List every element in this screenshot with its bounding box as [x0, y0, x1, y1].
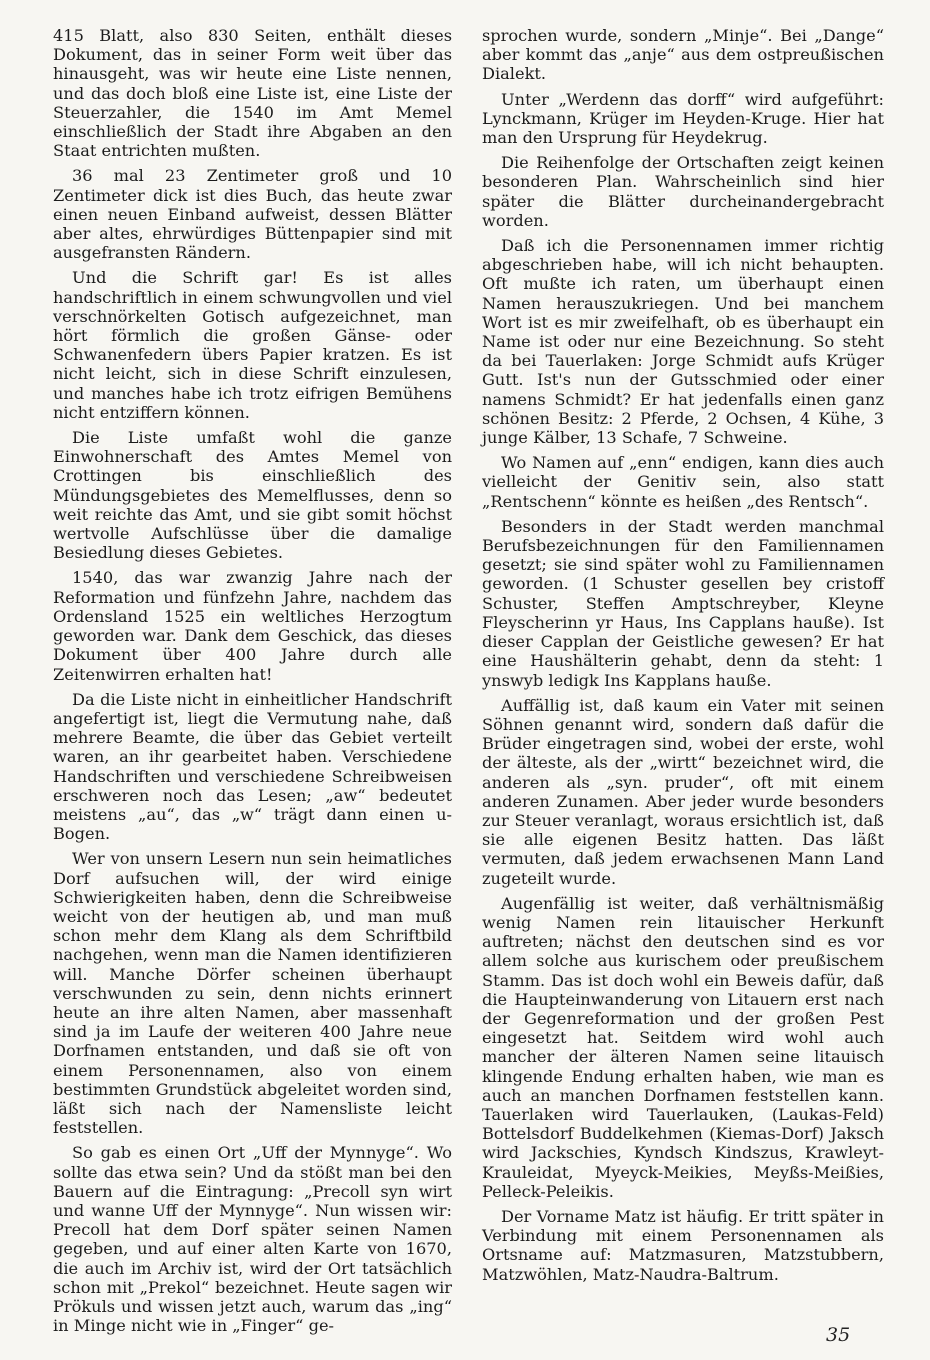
paragraph: Augenfällig ist weiter, daß verhältnismäßig wenig Namen rein litauischer Herkunft auftreten; nächst den deutschen sind es vor allem solche aus kurischem oder preußischem Stamm. Das ist doch wohl ein Beweis dafür, daß die Haupteinwanderung von Litauern erst nach der Gegenreformation und der großen Pest eingesetzt hat. Seitdem wird wohl auch mancher der älteren Namen seine litauisch klingende Endung erhalten haben, wie man es auch an manchen Dorfnamen feststellen kann. Tauerlaken wird Tauerlauken, (Laukas-Feld) Bottelsdorf Buddelkehmen (Kiemas-Dorf) Jaksch wird Jackschies, Kyndsch Kindszus, Krawleyt-Krauleidat, Myeyck-Meikies, Meyßs-Meißies, Pelleck-Peleikis.	[482, 893, 884, 1201]
page-number: 35	[826, 1324, 851, 1346]
paragraph: So gab es einen Ort „Uff der Mynnyge“. Wo sollte das etwa sein? Und da stößt man bei den Bauern auf die Eintragung: „Precoll syn wirt und wanne Uff der Mynnyge“. Nun wissen wir: Precoll hat dem Dorf später seinen Namen gegeben, und auf einer alten Karte von 1670, die auch im Archiv ist, wird der Ort tatsächlich schon mit „Prekol“ bezeichnet. Heute sagen wir Prökuls und wissen jetzt auch, warum das „ing“ in Minge nicht wie in „Finger“ ge-	[53, 1143, 452, 1336]
paragraph: Da die Liste nicht in einheitlicher Handschrift angefertigt ist, liegt die Vermutung nahe, daß mehrere Beamte, die über das Gebiet verteilt waren, an ihr gearbeitet haben. Verschiedene Handschriften und verschiedene Schreibweisen erschweren noch das Lesen; „aw“ bedeutet meistens „au“, das „w“ trägt dann einen u-Bogen.	[53, 689, 452, 844]
paragraph: Der Vorname Matz ist häufig. Er tritt später in Verbindung mit einem Personennamen als Ortsname auf: Matzmasuren, Matzstubbern, Matzwöhlen, Matz-Naudra-Baltrum.	[482, 1206, 884, 1284]
paragraph: 1540, das war zwanzig Jahre nach der Reformation und fünfzehn Jahre, nachdem das Ordensland 1525 ein weltliches Herzogtum geworden war. Dank dem Geschick, das dieses Dokument über 400 Jahre durch alle Zeitenwirren erhalten hat!	[53, 568, 452, 684]
paragraph: Auffällig ist, daß kaum ein Vater mit seinen Söhnen genannt wird, sondern daß dafür die Brüder eingetragen sind, wobei der erste, wohl der älteste, als der „wirtt“ bezeichnet wird, die anderen als „syn. pruder“, oft mit einem anderen Zunamen. Aber jeder wurde besonders zur Steuer veranlagt, woraus ersichtlich ist, daß sie alle eigenen Besitz hatten. Das läßt vermuten, daß jedem erwachsenen Mann Land zugeteilt wurde.	[482, 695, 884, 888]
continued-paragraph: sprochen wurde, sondern „Minje“. Bei „Dange“ aber kommt das „anje“ aus dem ostpreußischen Dialekt.	[482, 26, 884, 84]
paragraph: Daß ich die Personennamen immer richtig abgeschrieben habe, will ich nicht behaupten. Oft mußte ich raten, um überhaupt einen Namen herauszukriegen. Und bei manchem Wort ist es mir zweifelhaft, ob es überhaupt ein Name ist oder nur eine Bezeichnung. So steht da bei Tauerlaken: Jorge Schmidt aufs Krüger Gutt. Ist's nun der Gutsschmied oder einer namens Schmidt? Er hat jedenfalls einen ganz schönen Besitz: 2 Pferde, 2 Ochsen, 4 Kühe, 3 junge Kälber, 13 Schafe, 7 Schweine.	[482, 236, 884, 448]
paragraph: Die Reihenfolge der Ortschaften zeigt keinen besonderen Plan. Wahrscheinlich sind hier später die Blätter durcheinandergebracht worden.	[482, 153, 884, 230]
paragraph: 36 mal 23 Zentimeter groß und 10 Zentimeter dick ist dies Buch, das heute zwar einen neuen Einband aufweist, dessen Blätter aber altes, ehrwürdiges Büttenpapier sind mit ausgefransten Rändern.	[53, 166, 452, 263]
paragraph: Und die Schrift gar! Es ist alles handschriftlich in einem schwungvollen und viel verschnörkelten Gotisch aufgezeichnet, man hört förmlich die großen Gänse- oder Schwanenfedern übers Papier kratzen. Es ist nicht leicht, sich in diese Schrift einzulesen, und manches habe ich trotz eifrigen Bemühens nicht entziffern können.	[53, 268, 452, 422]
right-column	[482, 26, 884, 1290]
paragraph: Besonders in der Stadt werden manchmal Berufsbezeichnungen für den Familiennamen gesetzt; sie sind später wohl zu Familiennamen geworden. (1 Schuster gesellen bey cristoff Schuster, Steffen Amptschreyber, Kleyne Fleyscherinn yr Haus, Ins Capplans hauße). Ist dieser Capplan der Geistliche gewesen? Er hat eine Haushälterin gehabt, denn da steht: 1 ynswyb ledigk Ins Kapplans hauße.	[482, 516, 884, 690]
paragraph: Wer von unsern Lesern nun sein heimatliches Dorf aufsuchen will, der wird einige Schwierigkeiten haben, denn die Schreibweise weicht von der heutigen ab, und man muß schon mehr dem Klang als dem Schriftbild nachgehen, wenn man die Namen identifizieren will. Manche Dörfer scheinen überhaupt verschwunden zu sein, denn nichts erinnert heute an ihre alten Namen, aber massenhaft sind ja im Laufe der weiteren 400 Jahre neue Dorfnamen entstanden, und daß sie oft von einem Personennamen, also von einem bestimmten Grundstück abgeleitet worden sind, läßt sich nach der Namensliste leicht feststellen.	[53, 849, 452, 1138]
paragraph: Unter „Werdenn das dorff“ wird aufgeführt: Lynckmann, Krüger im Heyden-Kruge. Hier hat man den Ursprung für Heydekrug.	[482, 89, 884, 148]
left-column	[53, 26, 452, 1341]
paragraph: Wo Namen auf „enn“ endigen, kann dies auch vielleicht der Genitiv sein, also statt „Rentschenn“ könnte es heißen „des Rentsch“.	[482, 453, 884, 511]
paragraph: Die Liste umfaßt wohl die ganze Einwohnerschaft des Amtes Memel von Crottingen bis einschließlich des Mündungsgebietes des Memelflusses, denn so weit reichte das Amt, und sie gibt somit höchst wertvolle Aufschlüsse über die damalige Besiedlung dieses Gebietes.	[53, 428, 452, 563]
paragraph: 415 Blatt, also 830 Seiten, enthält dieses Dokument, das in seiner Form weit über das hinausgeht, was wir heute eine Liste nennen, und das doch bloß eine Liste ist, eine Liste der Steuerzahler, die 1540 im Amt Memel einschließlich der Stadt ihre Abgaben an den Staat entrichten mußten.	[53, 26, 452, 161]
